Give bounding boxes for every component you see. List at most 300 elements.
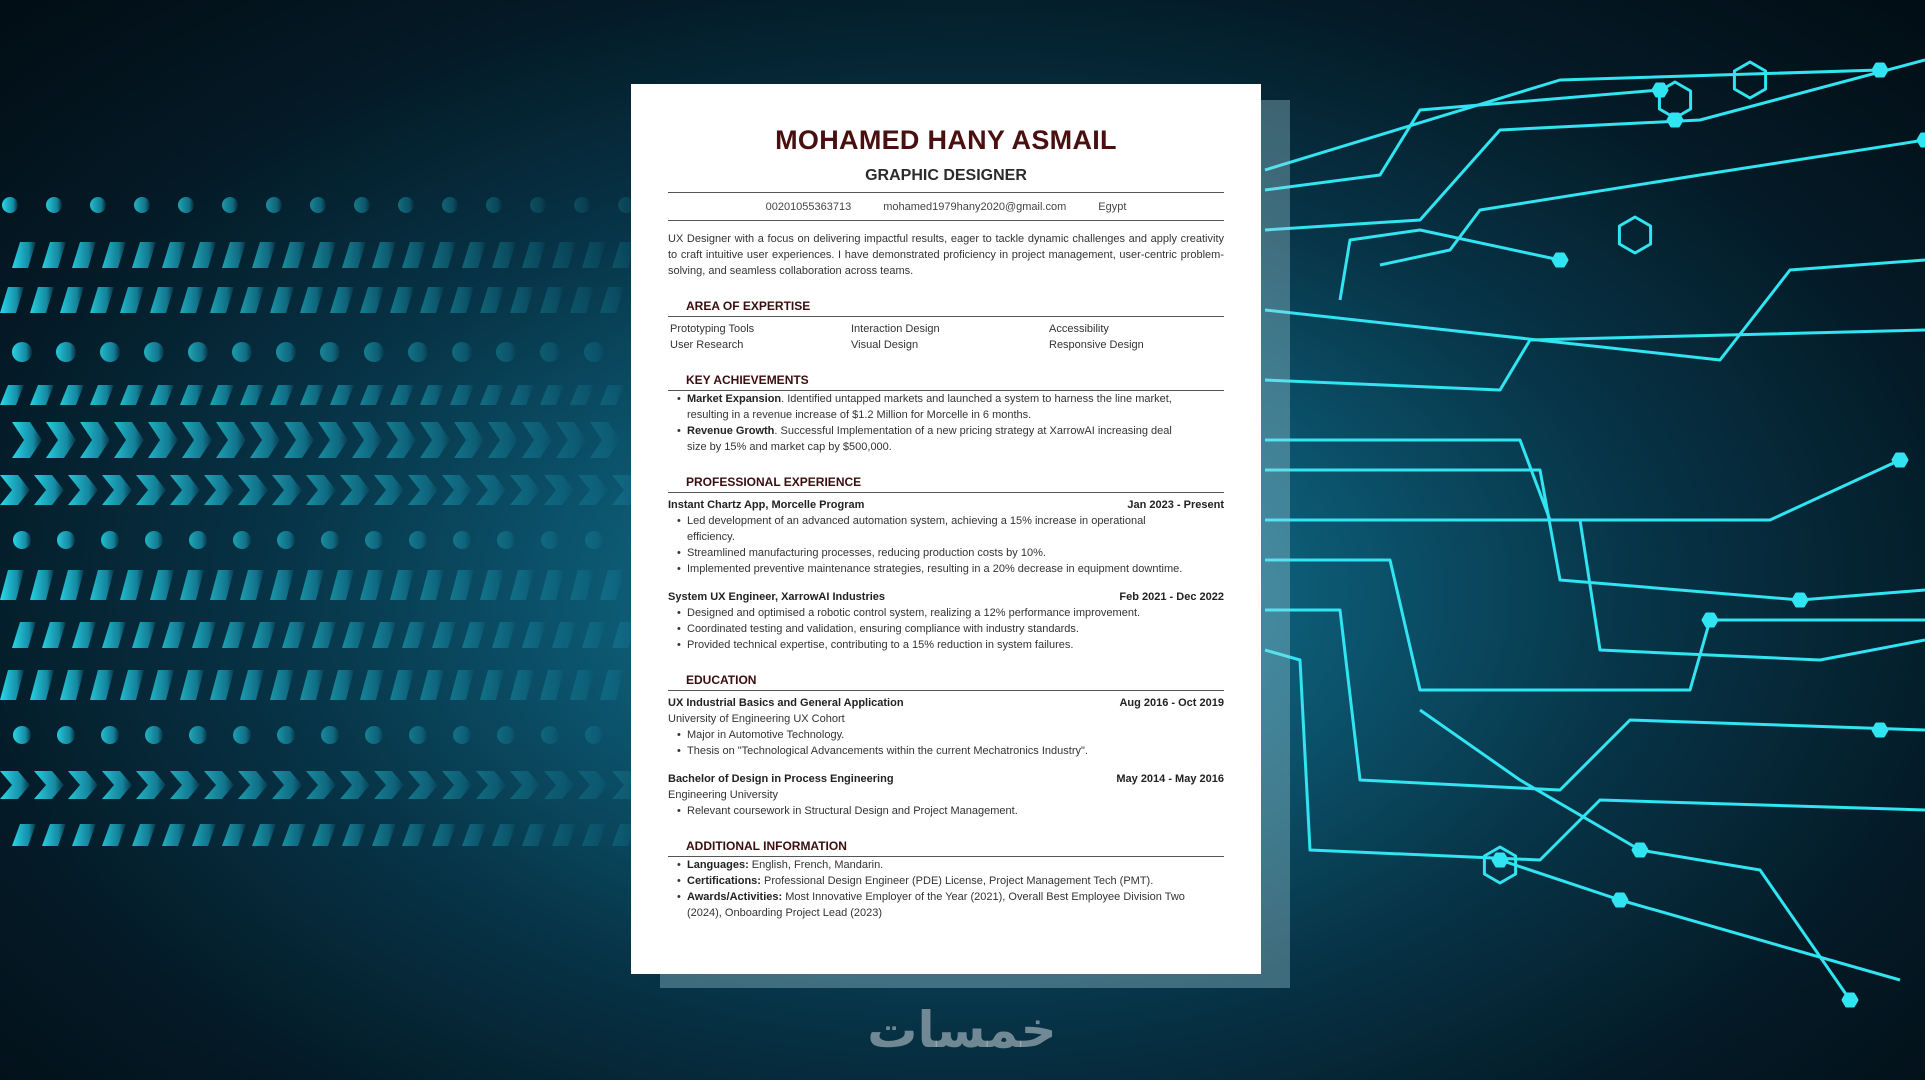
stripe-mark [432,242,456,268]
stripe-mark [390,287,414,313]
stripe-mark [136,475,166,505]
job-bullets [668,605,1224,653]
stripe-mark [312,622,336,648]
stripe-mark [120,670,144,700]
stripe-mark [180,670,204,700]
stripe-mark [180,287,204,313]
contact-location: Egypt [1098,201,1127,213]
stripe-mark [488,422,518,458]
stripe-mark [272,771,302,799]
stripe-mark [132,242,156,268]
stripe-mark [492,622,516,648]
stripe-mark [321,726,339,744]
stripe-mark [30,287,54,313]
achievement-lead: Market Expansion [687,393,782,405]
stripe-mark [450,570,474,600]
stripe-mark [12,342,32,362]
stripe-mark [452,342,472,362]
stripe-mark [402,242,426,268]
stripe-mark [450,670,474,700]
section-heading-achievements: KEY ACHIEVEMENTS [668,373,1224,391]
stripe-mark [570,670,594,700]
circuit-hex-ring [1619,217,1650,253]
stripe-mark [398,197,414,213]
stripe-mark [13,531,31,549]
stripe-mark [590,422,620,458]
list-item [687,391,1224,423]
stripe-mark [408,342,428,362]
section-heading-additional: ADDITIONAL INFORMATION [668,839,1224,857]
stripe-mark [145,531,163,549]
stripe-mark [284,422,314,458]
stripe-mark [522,622,546,648]
circuit-line [1500,860,1900,980]
stripe-mark [210,670,234,700]
stripe-mark [0,670,24,700]
stripe-mark [222,242,246,268]
stripe-mark [522,824,546,846]
additional-text: Professional Design Engineer (PDE) License, Project Management Tech (PMT). [760,875,1154,887]
stripe-mark [240,570,264,600]
stripe-mark [450,385,474,405]
stripe-mark [330,287,354,313]
stripe-mark [386,422,416,458]
stripe-mark [180,570,204,600]
stripe-mark [42,824,66,846]
stripe-mark [402,824,426,846]
stripe-mark [522,422,552,458]
stripe-mark [101,531,119,549]
stripe-mark [72,824,96,846]
stripe-mark [42,622,66,648]
stripe-mark [600,670,624,700]
stripe-mark [360,670,384,700]
stripe-mark [233,726,251,744]
stripe-mark [530,197,546,213]
stripe-mark [100,342,120,362]
stripe-mark [238,771,268,799]
stripe-mark [420,570,444,600]
stripe-mark [330,385,354,405]
additional-text: English, French, Mandarin. [748,859,884,871]
stripe-mark [72,622,96,648]
stripe-mark [420,385,444,405]
stripe-mark [522,242,546,268]
stripe-mark [582,242,606,268]
stripe-mark [442,771,472,799]
stripe-mark [330,670,354,700]
skill-item: Visual Design [851,339,919,351]
list-item: • Thesis on "Technological Advancements within the current Mechatronics Industry". [687,743,1224,759]
job-header [668,589,1224,605]
stripe-mark [277,726,295,744]
stripe-mark [390,670,414,700]
stripe-mark [238,475,268,505]
stripe-mark [582,622,606,648]
stripe-mark [0,287,24,313]
list-item: • Relevant coursework in Structural Design and Project Management. [687,803,1224,819]
stripe-mark [162,622,186,648]
stripe-mark [12,622,36,648]
stripe-mark [552,824,576,846]
list-item: • Implemented preventive maintenance strategies, resulting in a 20% decrease in equipment downtime. [687,561,1224,577]
circuit-line [1265,440,1900,520]
circuit-line [1340,230,1560,300]
circuit-line [1380,140,1925,265]
circuit-hex-ring [1734,62,1765,98]
achievements-list [668,391,1224,455]
stripe-mark [306,771,336,799]
stripe-mark [510,570,534,600]
circuit-line [1265,610,1925,790]
stripe-mark [0,570,24,600]
list-item: • Provided technical expertise, contributing to a 15% reduction in system failures. [687,637,1224,653]
stripe-mark [60,670,84,700]
circuit-node [1553,254,1567,266]
degree-dates: Aug 2016 - Oct 2019 [1119,697,1224,709]
stripe-mark [13,726,31,744]
stripe-mark [556,422,586,458]
circuit-line [1265,90,1660,190]
stripe-mark [12,824,36,846]
additional-lead: Certifications: [687,875,761,887]
stripe-mark [570,385,594,405]
stripe-mark [57,726,75,744]
stripe-mark [540,287,564,313]
job-bullets [668,513,1224,577]
skill-item: Responsive Design [1049,339,1144,351]
circuit-node [1633,844,1647,856]
stripe-mark [582,824,606,846]
stripe-mark [12,242,36,268]
stripe-mark [150,670,174,700]
stripe-mark [102,242,126,268]
stripe-mark [150,287,174,313]
stripe-mark [90,385,114,405]
resume-job-title: GRAPHIC DESIGNER [668,166,1224,193]
circuit-node [1918,134,1925,146]
list-item: • Major in Automotive Technology. [687,727,1224,743]
education-bullets [668,803,1224,819]
stripe-mark [282,622,306,648]
job-dates: Jan 2023 - Present [1127,499,1224,511]
stripe-mark [134,197,150,213]
skill-item: Prototyping Tools [670,323,755,335]
stripe-mark [570,287,594,313]
stripe-mark [270,385,294,405]
stripe-mark [342,622,366,648]
stripe-mark [136,771,166,799]
job-dates: Feb 2021 - Dec 2022 [1119,591,1224,603]
stripe-mark [312,242,336,268]
stripe-mark [540,570,564,600]
stripe-mark [352,422,382,458]
stripe-mark [409,726,427,744]
stripe-mark [102,475,132,505]
education-header [668,771,1224,787]
stripe-mark [497,531,515,549]
stripe-mark [574,197,590,213]
additional-lead: Awards/Activities: [687,891,783,903]
stripe-mark [216,422,246,458]
stripe-mark [432,824,456,846]
stripe-mark [210,385,234,405]
stripe-mark [300,287,324,313]
additional-text: Most Innovative Employer of the Year (2021), Overall Best Employee Division Two (2024), Onboarding Project Lead (2023) [687,891,1185,919]
stripe-mark [360,385,384,405]
contact-bar [668,193,1224,221]
stripe-mark [420,287,444,313]
skill-item: Accessibility [1049,323,1109,335]
stripe-mark [585,726,603,744]
stripe-mark [90,287,114,313]
stripe-mark [480,570,504,600]
stripe-mark [552,242,576,268]
stripe-mark [222,197,238,213]
stripe-mark [374,771,404,799]
stripe-mark [330,570,354,600]
circuit-node [1843,994,1857,1006]
stripe-mark [46,422,76,458]
stripe-mark [120,570,144,600]
stripe-mark [540,385,564,405]
stripe-mark [210,570,234,600]
stripe-mark [462,824,486,846]
stripe-mark [372,242,396,268]
stripe-mark [541,531,559,549]
stripe-mark [80,422,110,458]
stripe-mark [233,531,251,549]
list-item: • Streamlined manufacturing processes, reducing production costs by 10%. [687,545,1224,561]
stripe-mark [34,475,64,505]
stripe-mark [178,197,194,213]
stripe-mark [486,197,502,213]
contact-email: mohamed1979hany2020@gmail.com [883,201,1067,213]
left-stripes-pattern [0,197,642,846]
stripe-mark [144,342,164,362]
stripe-mark [300,670,324,700]
stripe-mark [390,570,414,600]
stripe-mark [0,385,24,405]
stripe-mark [132,622,156,648]
stripe-mark [60,570,84,600]
circuit-line [1265,260,1925,360]
stripe-mark [480,287,504,313]
circuit-node [1493,854,1507,866]
additional-list [668,857,1224,921]
stripe-mark [510,475,540,505]
stripe-mark [204,475,234,505]
stripe-mark [102,771,132,799]
stripe-mark [60,287,84,313]
stripe-mark [365,726,383,744]
stripe-mark [210,287,234,313]
stripe-mark [232,342,252,362]
achievement-text: . Successful Implementation of a new pricing strategy at XarrowAI increasing deal size by 15% and market cap by $500,000. [687,425,1172,453]
circuit-node [1613,894,1627,906]
degree-title: Bachelor of Design in Process Engineering [668,773,894,785]
stripe-mark [480,670,504,700]
list-item: • Coordinated testing and validation, ensuring compliance with industry standards. [687,621,1224,637]
stripe-mark [240,385,264,405]
stripe-mark [321,531,339,549]
stripe-mark [34,771,64,799]
stripe-mark [540,342,560,362]
stripe-mark [120,385,144,405]
list-item [687,857,1224,873]
stripe-mark [476,475,506,505]
stripe-mark [282,242,306,268]
stripe-mark [0,771,30,799]
stripe-mark [30,385,54,405]
stripe-mark [570,570,594,600]
stripe-mark [60,385,84,405]
stripe-mark [584,342,604,362]
stripe-mark [600,385,624,405]
list-item: • Led development of an advanced automation system, achieving a 15% increase in operational efficiency. [687,513,1224,545]
stripe-mark [300,385,324,405]
stripe-mark [192,622,216,648]
additional-lead: Languages: [687,859,749,871]
stripe-mark [310,197,326,213]
stripe-mark [365,531,383,549]
stripe-mark [148,422,178,458]
stripe-mark [90,570,114,600]
stripe-mark [492,242,516,268]
stripe-mark [420,422,450,458]
stripe-mark [0,475,30,505]
stripe-mark [189,531,207,549]
achievement-lead: Revenue Growth [687,425,775,437]
stripe-mark [240,287,264,313]
stripe-mark [318,422,348,458]
stripe-mark [162,242,186,268]
stripe-mark [240,670,264,700]
stripe-mark [222,622,246,648]
summary-paragraph: UX Designer with a focus on delivering impactful results, eager to tackle dynamic challenges and apply creativity to craft intuitive user experiences. I have demonstrated proficiency in project management, user-centric problem-solving, and seamless collaboration across teams. [668,233,1224,277]
stripe-mark [222,824,246,846]
stripe-mark [600,570,624,600]
list-item [687,423,1224,455]
school-name: Engineering University [668,789,779,801]
stripe-mark [250,422,280,458]
stripe-mark [276,342,296,362]
stripe-mark [277,531,295,549]
job-role: System UX Engineer, XarrowAI Industries [668,591,886,603]
stripe-mark [46,197,62,213]
stripe-mark [552,622,576,648]
stripe-mark [170,771,200,799]
stripe-mark [442,197,458,213]
stripe-mark [360,287,384,313]
stripe-mark [462,622,486,648]
stripe-mark [72,242,96,268]
stripe-mark [364,342,384,362]
stripe-mark [497,726,515,744]
stripe-mark [408,475,438,505]
contact-phone: 00201055363713 [765,201,852,213]
stripe-mark [492,824,516,846]
stripe-mark [192,242,216,268]
stripe-mark [150,385,174,405]
stripe-mark [192,824,216,846]
stripe-mark [340,771,370,799]
education-bullets [668,727,1224,759]
stripe-mark [270,287,294,313]
circuit-node [1793,594,1807,606]
stripe-mark [90,670,114,700]
stripe-mark [42,242,66,268]
stripe-mark [342,824,366,846]
stripe-mark [68,475,98,505]
stripe-mark [578,475,608,505]
stripe-mark [402,622,426,648]
degree-title: UX Industrial Basics and General Application [668,697,904,709]
stripe-mark [90,197,106,213]
education-header [668,695,1224,711]
stripe-mark [252,824,276,846]
stripe-mark [114,422,144,458]
circuit-node [1703,614,1717,626]
stripe-mark [480,385,504,405]
stripe-mark [342,242,366,268]
stripe-mark [450,287,474,313]
stripe-mark [30,670,54,700]
stripe-mark [270,670,294,700]
stripe-mark [442,475,472,505]
section-heading-experience: PROFESSIONAL EXPERIENCE [668,475,1224,493]
skill-item: Interaction Design [851,323,940,335]
stripe-mark [510,385,534,405]
khamsat-logo: خمسات [867,1001,1057,1059]
stripe-mark [600,287,624,313]
section-heading-expertise: AREA OF EXPERTISE [668,299,1224,317]
stripe-mark [453,726,471,744]
job-role: Instant Chartz App, Morcelle Program [668,499,865,511]
stripe-mark [585,531,603,549]
stripe-mark [189,726,207,744]
stripe-mark [409,531,427,549]
stripe-mark [541,726,559,744]
stripe-mark [170,475,200,505]
stripe-mark [101,726,119,744]
stripe-mark [266,197,282,213]
stripe-mark [374,475,404,505]
list-item: • Designed and optimised a robotic control system, realizing a 12% performance improvement. [687,605,1224,621]
stripe-mark [102,622,126,648]
resume-name: MOHAMED HANY ASMAIL [775,125,1117,155]
achievement-text: . Identified untapped markets and launched a system to harness the line market, resulting in a revenue increase of $1.2 Million for Morcelle in 6 months. [687,393,1172,421]
expertise-grid [668,321,1224,353]
stripe-mark [510,670,534,700]
stripe-mark [453,531,471,549]
list-item [687,889,1224,921]
stripe-mark [132,824,156,846]
stripe-mark [360,570,384,600]
stripe-mark [68,771,98,799]
stripe-mark [354,197,370,213]
stripe-mark [150,570,174,600]
skill-item: User Research [670,339,744,351]
stripe-mark [306,475,336,505]
list-item [687,873,1224,889]
stripe-mark [496,342,516,362]
circuit-node [1873,64,1887,76]
circuit-line [1265,330,1925,390]
section-heading-education: EDUCATION [668,673,1224,691]
stripe-mark [372,622,396,648]
circuit-node [1873,724,1887,736]
